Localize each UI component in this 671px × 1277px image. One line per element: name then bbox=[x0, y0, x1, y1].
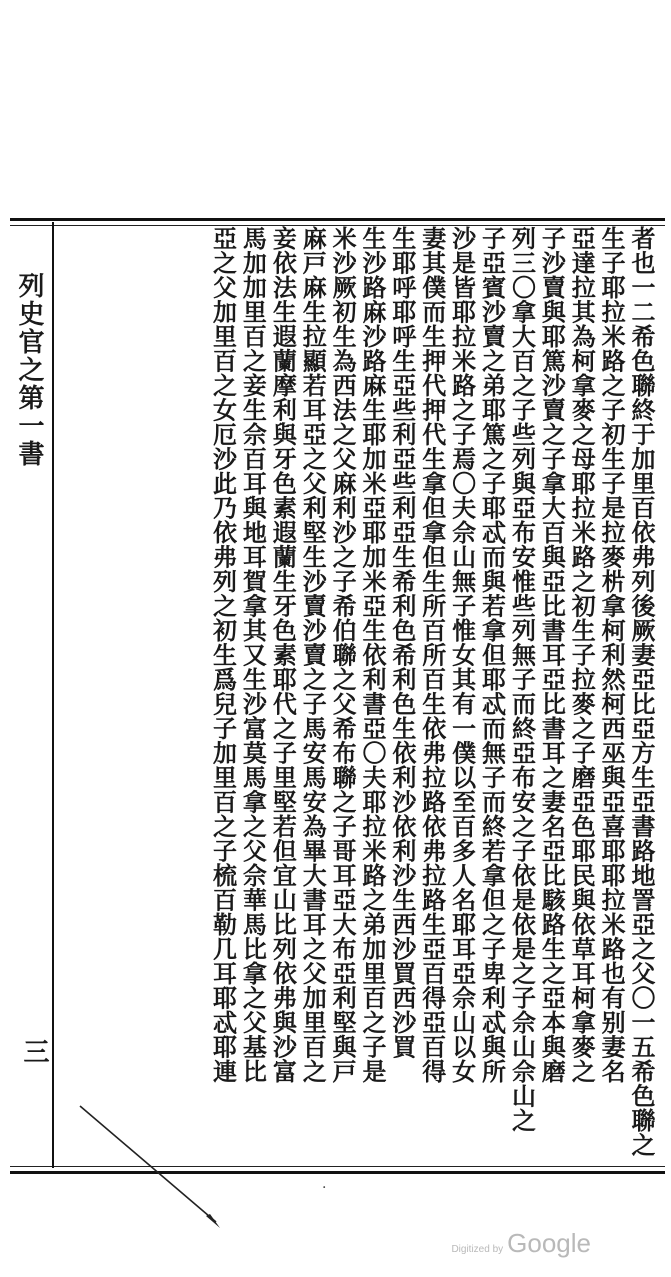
text-column: 妻其僕而生押代押代生拿但拿但生所百所百生依弗拉路依弗拉路生亞百得亞百得 bbox=[417, 226, 447, 1084]
text-body bbox=[56, 226, 656, 1164]
text-column: 生沙路麻沙路麻生耶加米亞耶加米亞生依利書亞〇夫耶拉米路之弟加里百之子是 bbox=[357, 226, 387, 1084]
watermark-google-logo: Google bbox=[507, 1228, 591, 1258]
text-column: 麻戸麻生拉顯若耳亞之父利堅生沙賣沙賣之子馬安馬安為畢大書耳之父加里百之 bbox=[298, 226, 328, 1084]
margin-title: 列史官之第一書 bbox=[14, 272, 44, 468]
text-column: 馬加加里百之妾生佘百耳與地耳賀拿其又生沙富莫馬拿之父佘華馬比拿之父基比 bbox=[238, 226, 268, 1084]
text-column: 妾依法生遐蘭摩利與牙色素遐蘭生牙色素耶代之子里堅若但宜山比列依弗與沙富 bbox=[268, 226, 298, 1084]
text-column: 米沙厥初生為西法之父麻利沙之子希伯聯之父希布聯之子哥耳亞大布亞利堅與戸 bbox=[328, 226, 358, 1084]
text-column: 亞達拉其為柯拿麥之母耶拉米路之初生子拉麥之子磨亞色耶民與依草耳柯拿麥之 bbox=[567, 226, 597, 1084]
google-watermark bbox=[451, 1228, 591, 1259]
text-column: 生子耶拉米路之子初生子是拉麥㭊拿柯利然柯西巫與亞喜耶耶拉米路也有别妻名 bbox=[597, 226, 627, 1084]
text-column: 者也一二希色聯終于加里百依弗列後厥妻亞比亞方生亞書路地詈亞之父〇一五希色聯之 bbox=[627, 226, 656, 1157]
stray-dot: · bbox=[322, 1180, 327, 1196]
text-column: 生耶呼耶呼生亞些利亞些利亞生希利色希利色生依利沙依利沙生西沙買西沙買 bbox=[387, 226, 417, 1059]
page-number: 三 bbox=[19, 1038, 49, 1064]
text-column: 沙是皆耶拉米路之子焉〇夫佘山無子惟女其有一僕以至百多人名耶耳亞佘山以女 bbox=[447, 226, 477, 1084]
margin-rule bbox=[52, 222, 54, 1168]
text-column: 子沙賣與耶篤沙賣之子拿大百與亞比書耳亞比書耳之妻名亞比駭路生之亞本與磨 bbox=[537, 226, 567, 1084]
text-column: 列三〇拿大百之子些列與亞布安惟些列無子而終亞布安之子依是依是之子佘山佘山之 bbox=[507, 226, 537, 1133]
watermark-small-text: Digitized by bbox=[451, 1244, 504, 1255]
text-column: 亞之父加里百之女厄沙此乃依弗列之初生爲兒子加里百之子梳百勒几耳耶忒耶連 bbox=[208, 226, 238, 1084]
pen-stroke-mark bbox=[78, 1104, 228, 1234]
text-column: 子亞賓沙賣之弟耶篤之子耶忒而與若拿但耶忒而無子而終若拿但之子卑利忒與所 bbox=[477, 226, 507, 1084]
